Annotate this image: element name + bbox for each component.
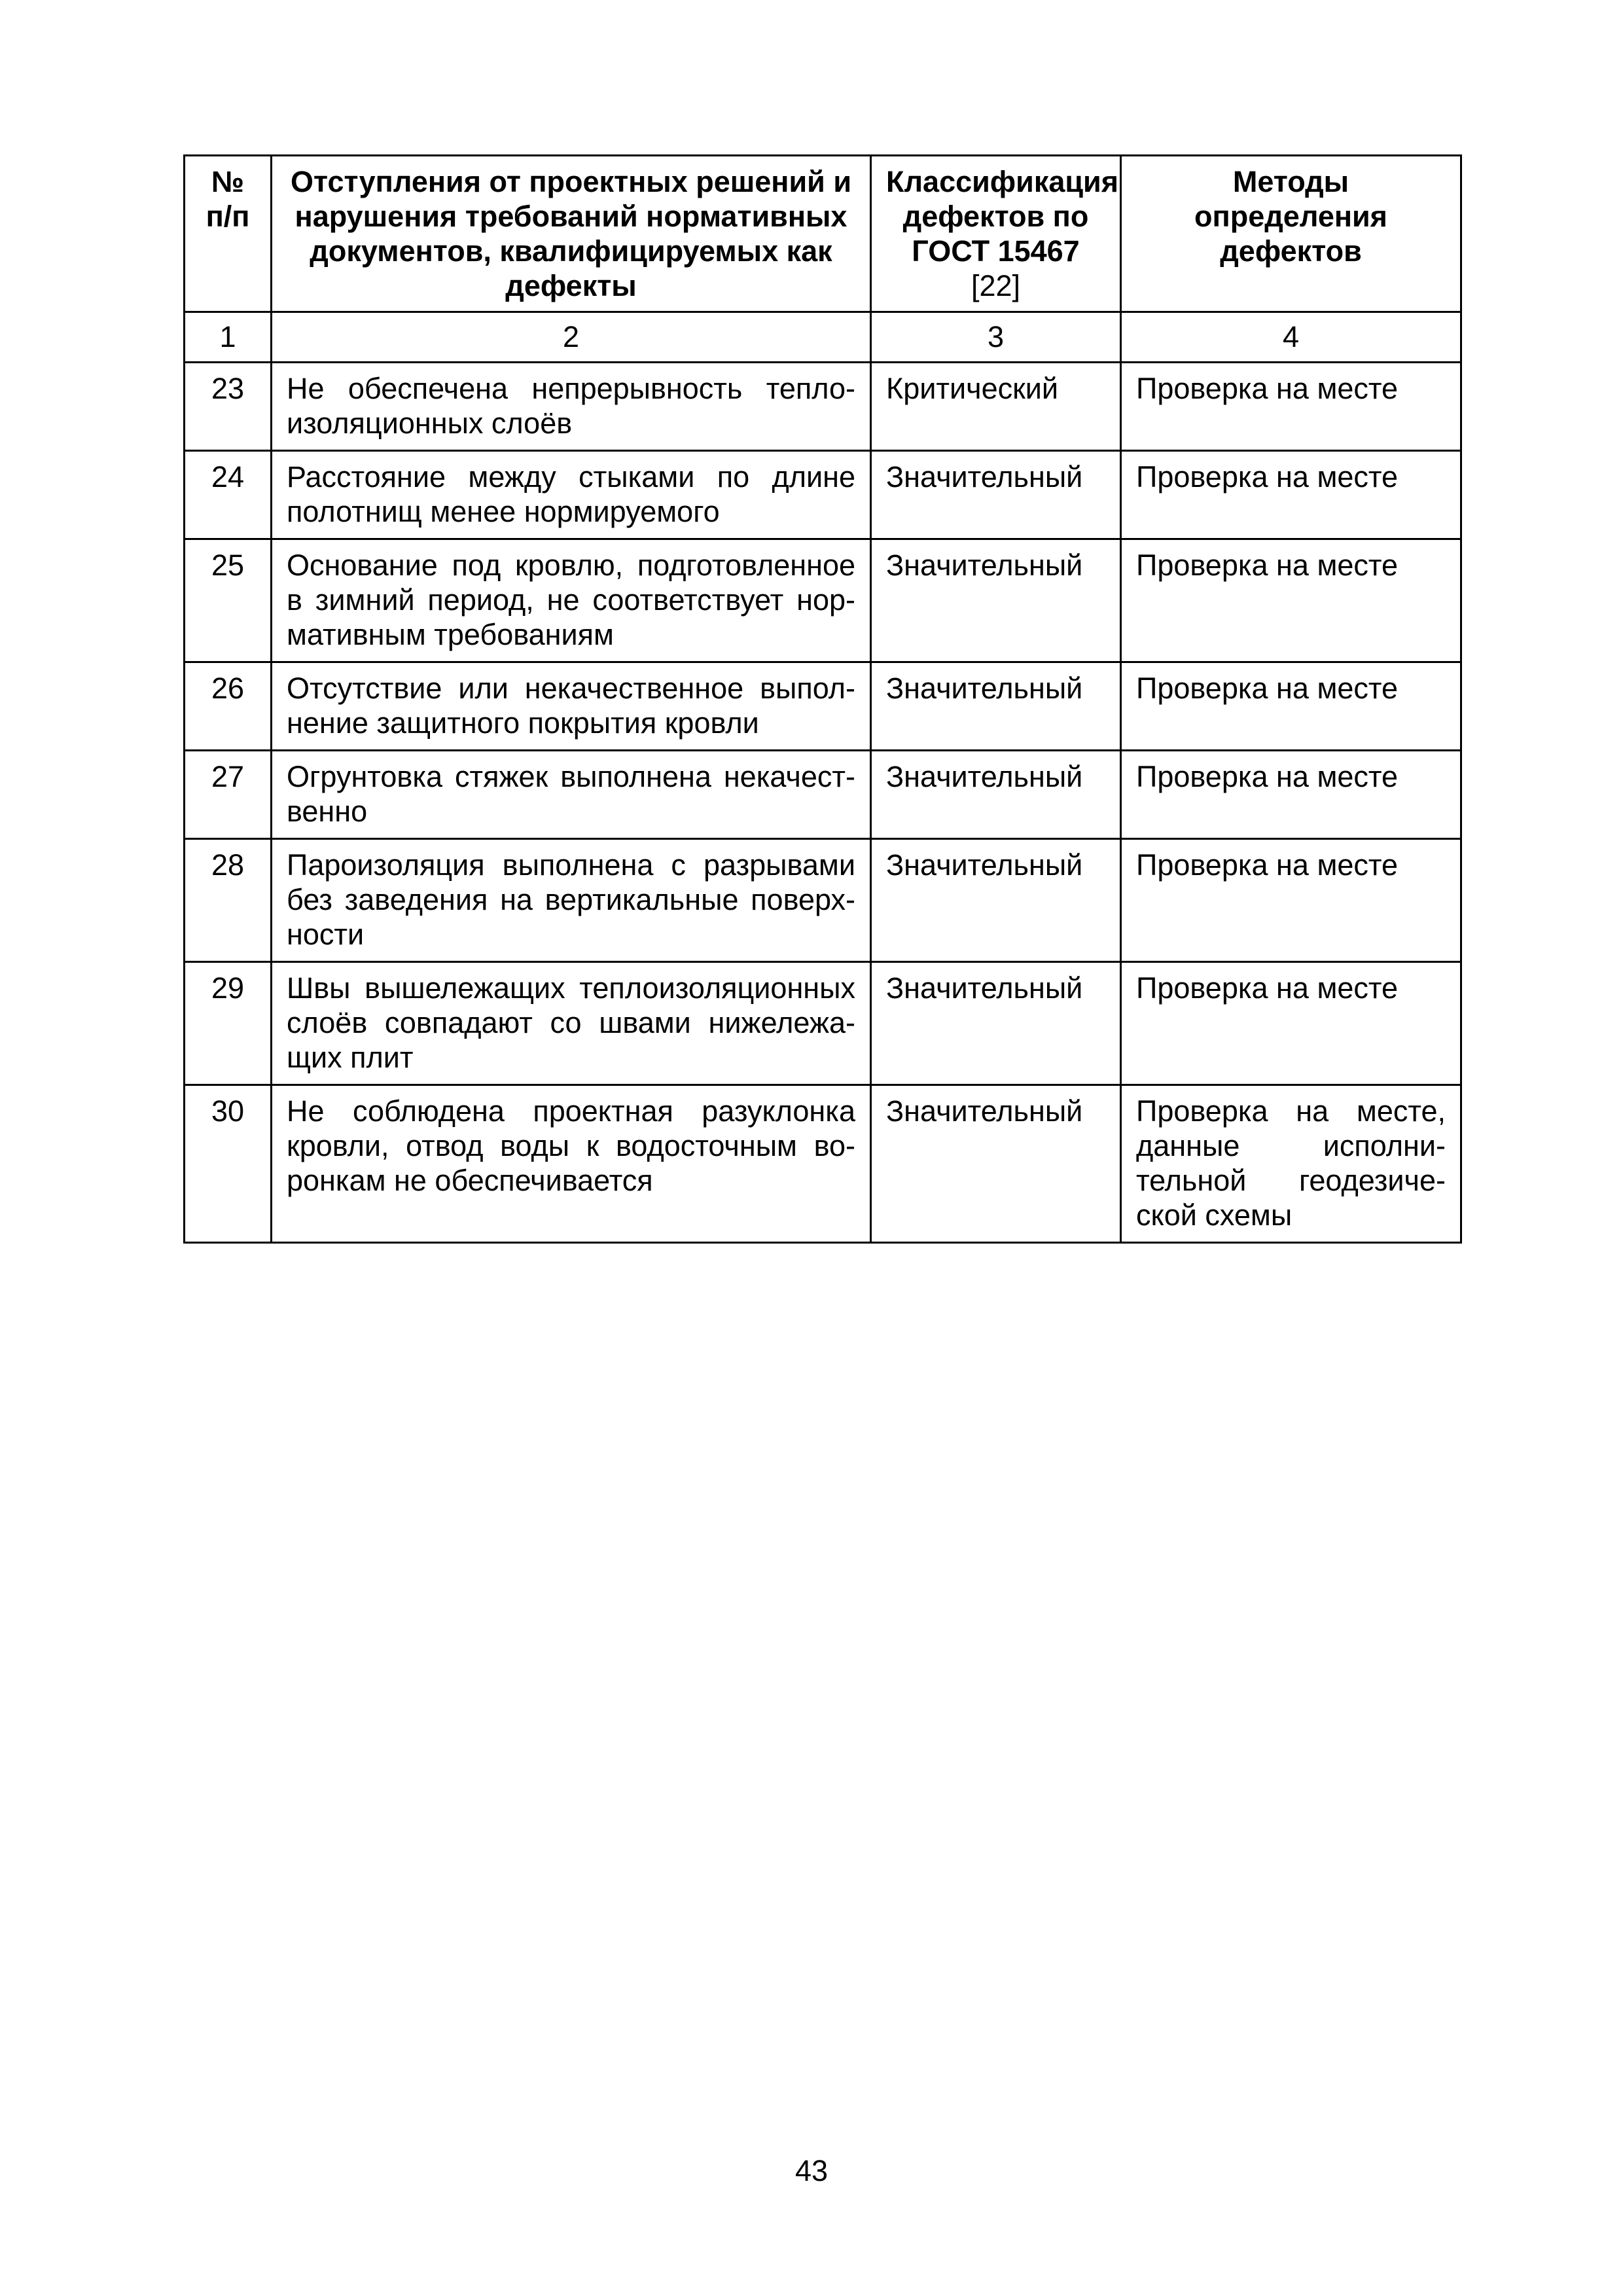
row-method (1121, 839, 1461, 962)
row-classification: Значительный (871, 539, 1121, 662)
row-method (1121, 363, 1461, 451)
row-description (272, 839, 871, 962)
row-method-text: Проверка на месте (1136, 672, 1399, 705)
row-method (1121, 962, 1461, 1085)
row-classification: Значительный (871, 451, 1121, 539)
row-method (1121, 662, 1461, 751)
row-method-text: Проверка на месте (1136, 460, 1399, 493)
row-description (272, 662, 871, 751)
row-description (272, 451, 871, 539)
row-method-text: Проверка на месте (1136, 372, 1399, 405)
defects-table (183, 154, 1462, 1244)
table-row (185, 839, 1461, 962)
row-description (272, 1085, 871, 1243)
table-header-row (185, 156, 1461, 312)
row-description-text: Швы вышележащих теплоизоляционных слоёв совпадают со швами нижележа-щих плит (287, 971, 855, 1074)
column-number-row (185, 312, 1461, 363)
header-classification-text: Классификация дефектов по ГОСТ 15467 (886, 165, 1118, 268)
table-row (185, 451, 1461, 539)
row-description-text: Не обеспечена непрерывность тепло-изоляционных слоёв (287, 372, 855, 440)
row-number: 29 (185, 962, 272, 1085)
row-classification: Значительный (871, 751, 1121, 839)
table-row (185, 539, 1461, 662)
row-description-text: Не соблюдена проектная разуклонка кровли, отвод воды к водосточным во-ронкам не обеспечивается (287, 1094, 855, 1197)
row-number: 26 (185, 662, 272, 751)
row-method (1121, 539, 1461, 662)
row-description-text: Огрунтовка стяжек выполнена некачест-венно (287, 760, 855, 828)
row-description (272, 363, 871, 451)
header-classification (871, 156, 1121, 312)
header-methods: Методы определения дефектов (1121, 156, 1461, 312)
row-description (272, 539, 871, 662)
table-row (185, 751, 1461, 839)
row-number: 30 (185, 1085, 272, 1243)
row-classification: Значительный (871, 1085, 1121, 1243)
row-description-text: Расстояние между стыками по длине полотнищ менее нормируемого (287, 460, 855, 528)
row-classification: Значительный (871, 962, 1121, 1085)
column-number: 3 (871, 312, 1121, 363)
row-classification: Критический (871, 363, 1121, 451)
row-method (1121, 1085, 1461, 1243)
row-method (1121, 451, 1461, 539)
row-description-text: Основание под кровлю, подготовленное в зимний период, не соответствует нор-мативным требованиям (287, 548, 855, 651)
row-method-text: Проверка на месте (1136, 548, 1399, 582)
table-row (185, 1085, 1461, 1243)
table-row (185, 363, 1461, 451)
column-number: 1 (185, 312, 272, 363)
row-number: 27 (185, 751, 272, 839)
row-method-text: Проверка на месте (1136, 760, 1399, 793)
header-number: № п/п (185, 156, 272, 312)
table-row (185, 662, 1461, 751)
row-classification: Значительный (871, 662, 1121, 751)
header-classification-ref: [22] (971, 269, 1021, 302)
column-number: 4 (1121, 312, 1461, 363)
page-number: 43 (794, 2154, 829, 2187)
column-number: 2 (272, 312, 871, 363)
row-number: 23 (185, 363, 272, 451)
row-method (1121, 751, 1461, 839)
row-method-text: Проверка на месте (1136, 971, 1399, 1005)
row-description-text: Отсутствие или некачественное выпол-нение защитного покрытия кровли (287, 672, 855, 740)
row-method-text: Проверка на месте, данные исполни-тельной геодезиче-ской схемы (1136, 1094, 1446, 1232)
table-row (185, 962, 1461, 1085)
header-deviations: Отступления от проектных решений и нарушения требований нормативных документов, квалифицируемых как дефекты (272, 156, 871, 312)
row-method-text: Проверка на месте (1136, 848, 1399, 882)
row-description (272, 962, 871, 1085)
row-classification: Значительный (871, 839, 1121, 962)
row-description-text: Пароизоляция выполнена с разрывами без заведения на вертикальные поверх-ности (287, 848, 855, 951)
row-number: 28 (185, 839, 272, 962)
row-number: 25 (185, 539, 272, 662)
row-description (272, 751, 871, 839)
row-number: 24 (185, 451, 272, 539)
